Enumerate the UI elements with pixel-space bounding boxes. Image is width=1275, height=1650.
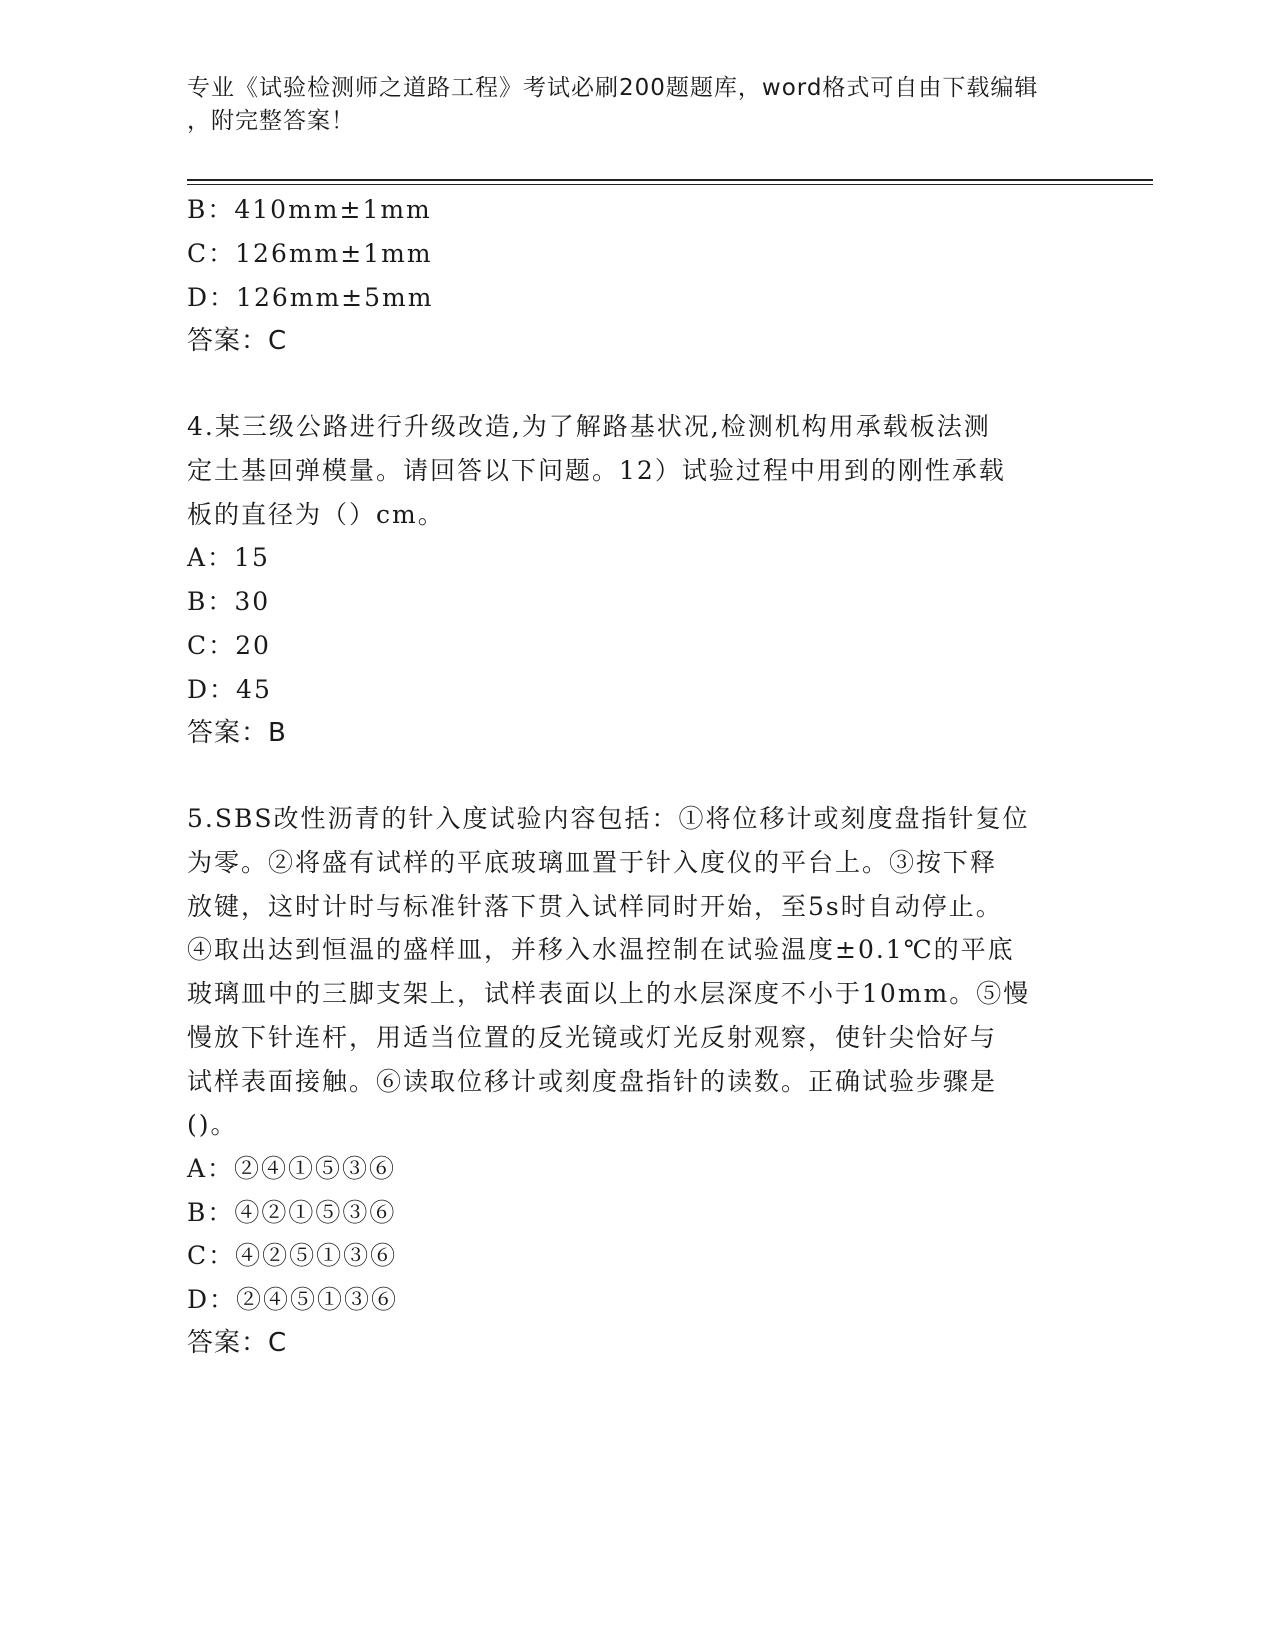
q3-option-c: C：126mm±1mm [187,239,433,268]
header-line-1: 专业《试验检测师之道路工程》考试必刷200题题库，word格式可自由下载编辑 [187,75,1039,101]
q5-stem-line-3: 放键，这时计时与标准针落下贯入试样同时开始，至5s时自动停止。 [187,892,1003,921]
q3-answer: 答案：C [187,326,288,356]
q5-stem-line-4: ④取出达到恒温的盛样皿，并移入水温控制在试验温度±0.1℃的平底 [187,935,1015,964]
q3-option-b: B：410mm±1mm [187,195,432,224]
q5-stem-line-2: 为零。②将盛有试样的平底玻璃皿置于针入度仪的平台上。③按下释 [187,848,998,877]
q5-option-c: C：④②⑤①③⑥ [187,1241,398,1270]
q4-option-c: C：20 [187,631,271,660]
q4-stem-line-2: 定土基回弹模量。请回答以下问题。12）试验过程中用到的刚性承载 [187,456,1006,485]
q5-option-b: B：④②①⑤③⑥ [187,1198,397,1227]
q5-stem-line-5: 玻璃皿中的三脚支架上，试样表面以上的水层深度不小于10mm。⑤慢 [187,979,1031,1008]
q5-stem-line-7: 试样表面接触。⑥读取位移计或刻度盘指针的读数。正确试验步骤是 [187,1067,998,1096]
q5-stem-line-1: 5.SBS改性沥青的针入度试验内容包括：①将位移计或刻度盘指针复位 [187,804,1030,833]
header-divider-thick [187,179,1153,181]
q3-option-d: D：126mm±5mm [187,283,434,312]
q4-answer: 答案：B [187,718,287,748]
q4-stem-line-3: 板的直径为（）cm。 [187,500,445,529]
q4-stem-line-1: 4.某三级公路进行升级改造,为了解路基状况,检测机构用承载板法测 [187,412,991,441]
q5-stem-line-6: 慢放下针连杆，用适当位置的反光镜或灯光反射观察，使针尖恰好与 [187,1023,998,1052]
q5-answer: 答案：C [187,1328,288,1358]
q5-option-d: D：②④⑤①③⑥ [187,1285,399,1314]
q4-option-d: D：45 [187,675,272,704]
q4-option-a: A：15 [187,543,270,572]
header-line-2: ，附完整答案！ [187,108,355,134]
q5-stem-line-8: ()。 [187,1110,238,1139]
header-divider-thin [187,184,1153,185]
page-header [187,72,1067,138]
q4-option-b: B：30 [187,587,271,616]
q5-option-a: A：②④①⑤③⑥ [187,1154,397,1183]
